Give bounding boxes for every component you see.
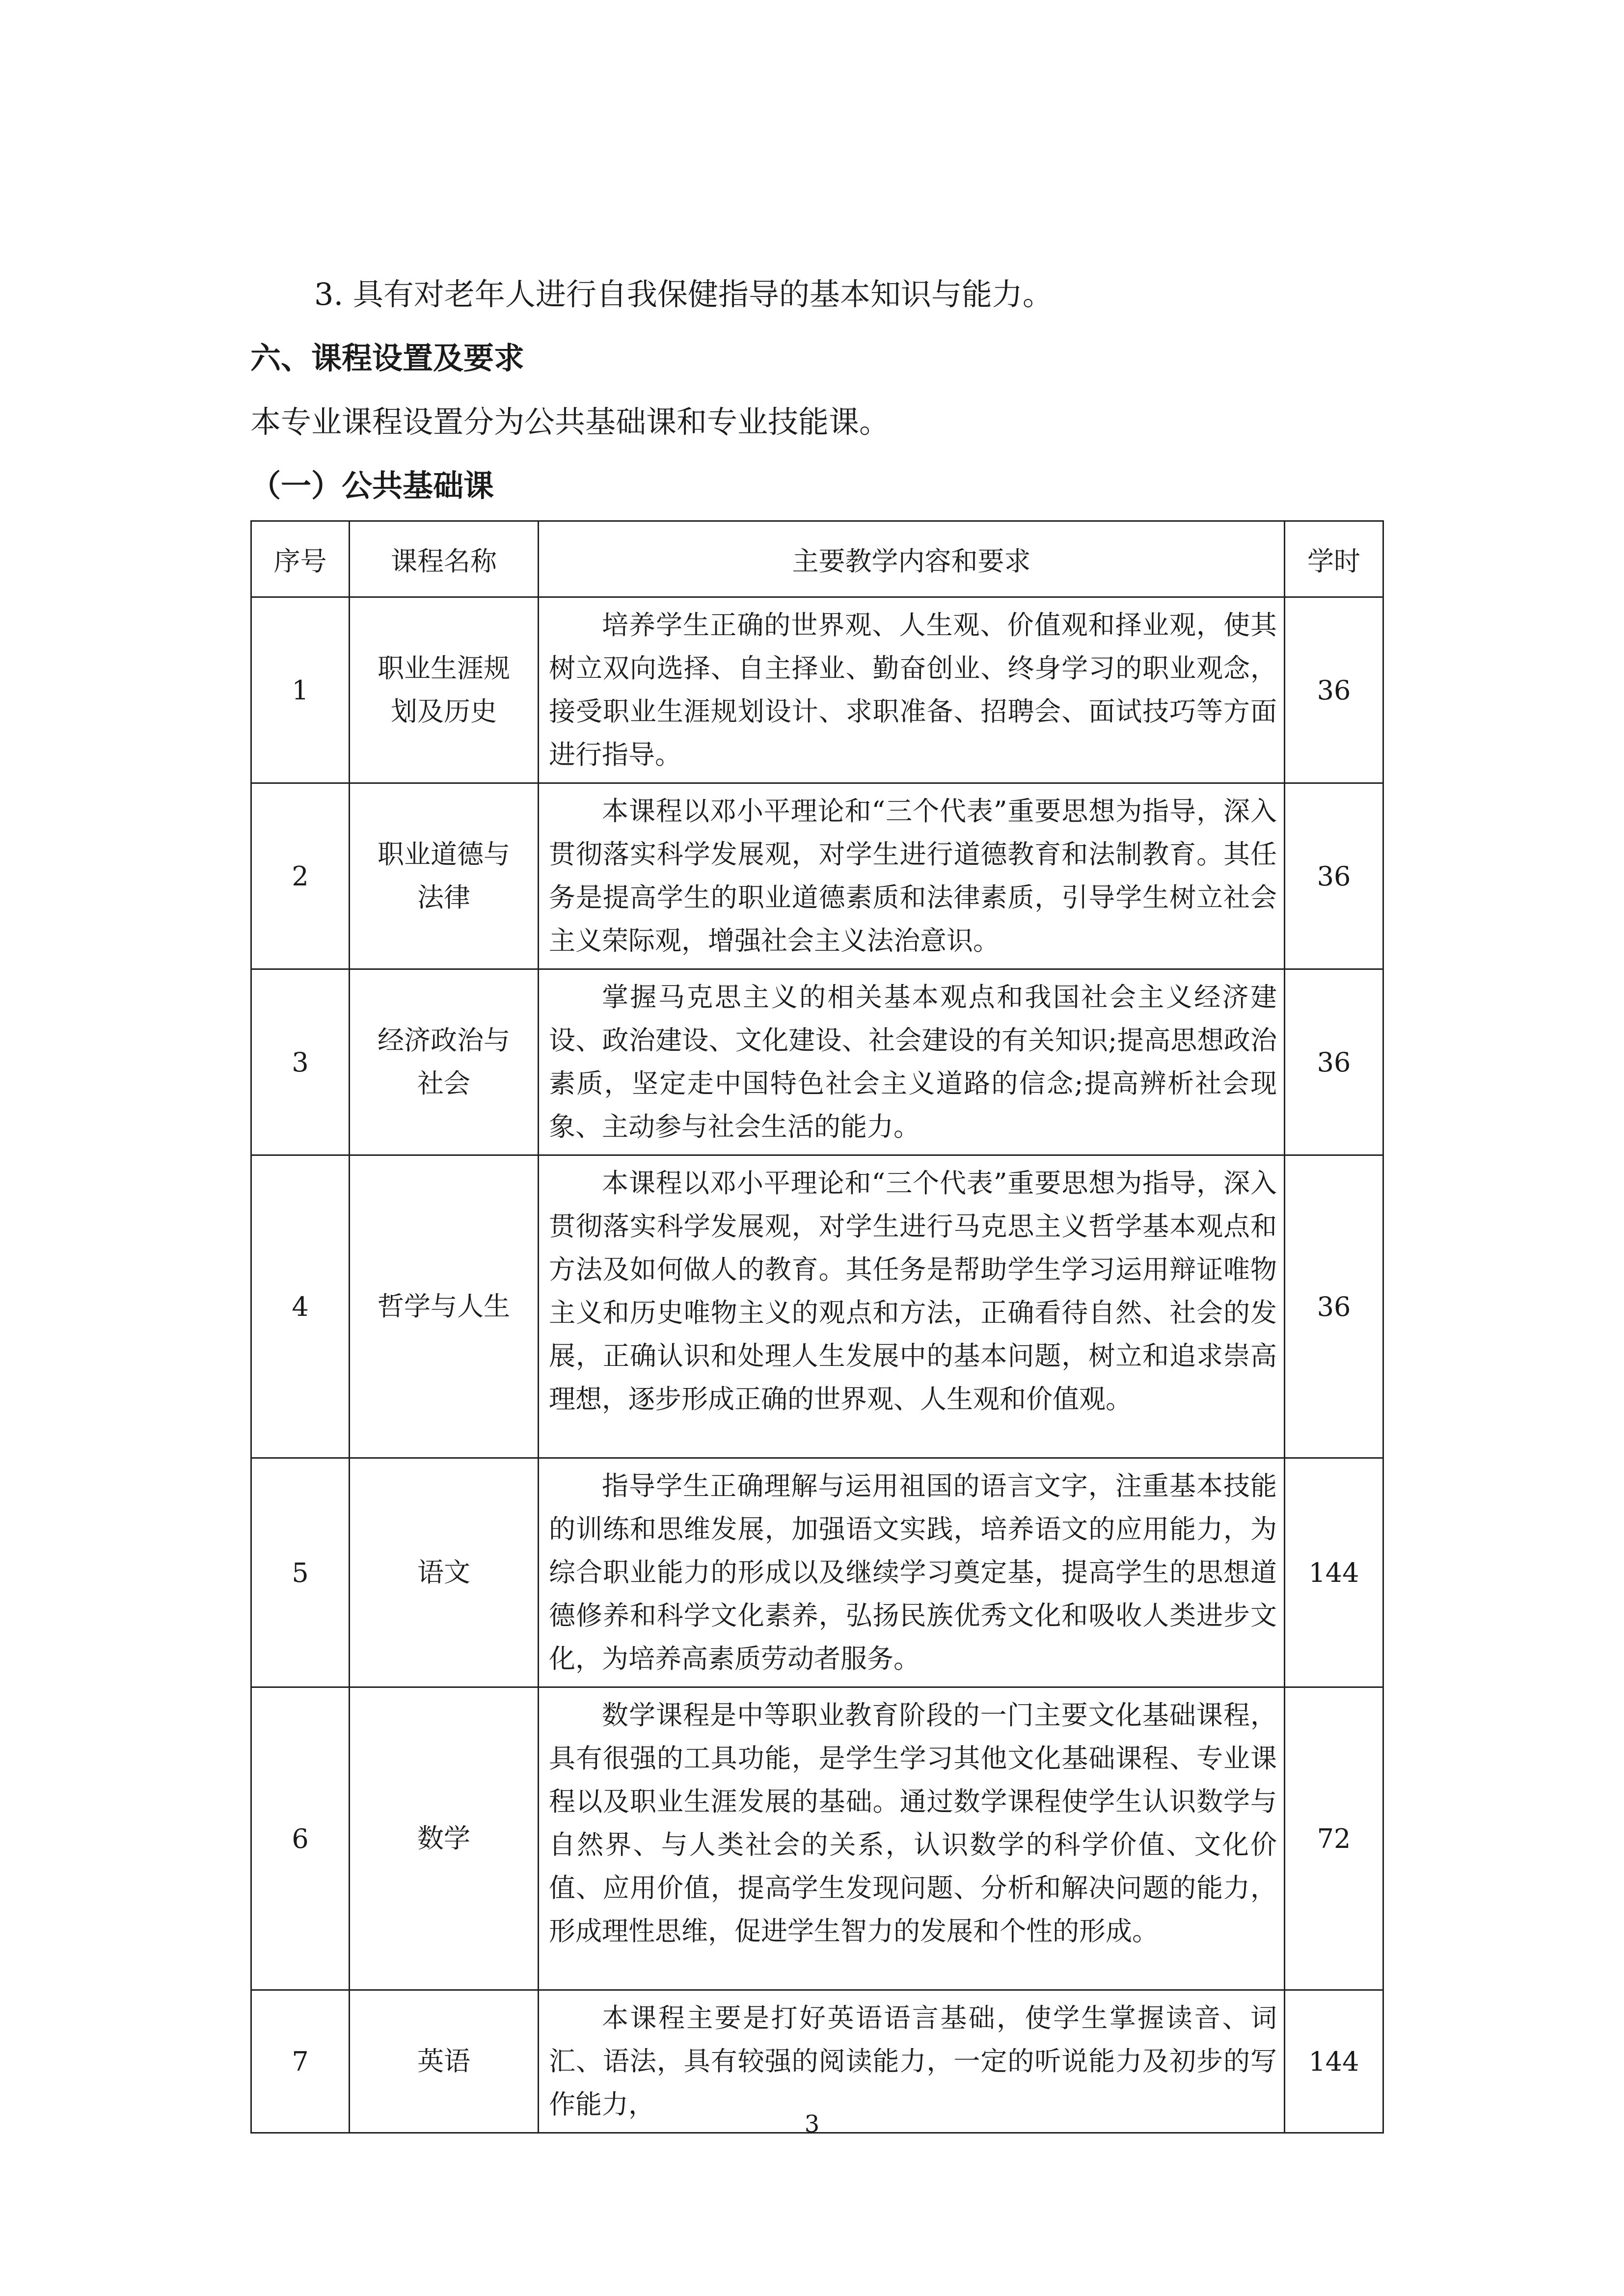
row-hours: 144 [1285,1458,1383,1687]
table-row [251,597,1383,783]
row-content: 数学课程是中等职业教育阶段的一门主要文化基础课程，具有很强的工具功能，是学生学习其他文化基础课程、专业课程以及职业生涯发展的基础。通过数学课程使学生认识数学与自然界、与人类社会的关系，认识数学的科学价值、文化价值、应用价值，提高学生发现问题、分析和解决问题的能力，形成理性思维，促进学生智力的发展和个性的形成。 [539,1687,1285,1990]
row-content: 培养学生正确的世界观、人生观、价值观和择业观，使其树立双向选择、自主择业、勤奋创业、终身学习的职业观念，接受职业生涯规划设计、求职准备、招聘会、面试技巧等方面进行指导。 [539,597,1285,783]
row-course-name: 职业道德与法律 [350,783,539,969]
row-content: 指导学生正确理解与运用祖国的语言文字，注重基本技能的训练和思维发展，加强语文实践，培养语文的应用能力，为综合职业能力的形成以及继续学习奠定基，提高学生的思想道德修养和科学文化素养，弘扬民族优秀文化和吸收人类进步文化，为培养高素质劳动者服务。 [539,1458,1285,1687]
row-no: 6 [251,1687,350,1990]
ability-item-3: 3. 具有对老年人进行自我保健指导的基本知识与能力。 [314,276,1053,312]
row-course-name: 数学 [350,1687,539,1990]
row-content: 掌握马克思主义的相关基本观点和我国社会主义经济建设、政治建设、文化建设、社会建设的有关知识;提高思想政治素质，坚定走中国特色社会主义道路的信念;提高辨析社会现象、主动参与社会生活的能力。 [539,969,1285,1155]
table-row [251,1458,1383,1687]
header-no: 序号 [251,521,350,597]
table-row [251,783,1383,969]
row-no: 5 [251,1458,350,1687]
row-course-name: 哲学与人生 [350,1155,539,1458]
table-row [251,1155,1383,1458]
row-no: 7 [251,1990,350,2133]
row-course-name: 经济政治与社会 [350,969,539,1155]
table-row [251,969,1383,1155]
section-title: 六、课程设置及要求 [250,340,525,376]
table-header-row [251,521,1383,597]
row-hours: 72 [1285,1687,1383,1990]
row-hours: 144 [1285,1990,1383,2133]
subsection-title: （一）公共基础课 [250,468,494,504]
row-course-name: 英语 [350,1990,539,2133]
section-intro-paragraph: 本专业课程设置分为公共基础课和专业技能课。 [250,404,890,440]
table-row [251,1687,1383,1990]
row-hours: 36 [1285,1155,1383,1458]
row-content: 本课程以邓小平理论和“三个代表”重要思想为指导，深入贯彻落实科学发展观，对学生进行马克思主义哲学基本观点和方法及如何做人的教育。其任务是帮助学生学习运用辩证唯物主义和历史唯物主义的观点和方法，正确看待自然、社会的发展，正确认识和处理人生发展中的基本问题，树立和追求崇高理想，逐步形成正确的世界观、人生观和价值观。 [539,1155,1285,1458]
row-no: 3 [251,969,350,1155]
row-hours: 36 [1285,783,1383,969]
row-no: 2 [251,783,350,969]
row-hours: 36 [1285,969,1383,1155]
row-content: 本课程以邓小平理论和“三个代表”重要思想为指导，深入贯彻落实科学发展观，对学生进行道德教育和法制教育。其任务是提高学生的职业道德素质和法律素质，引导学生树立社会主义荣际观，增强社会主义法治意识。 [539,783,1285,969]
row-course-name: 语文 [350,1458,539,1687]
header-hours: 学时 [1285,521,1383,597]
row-course-name: 职业生涯规划及历史 [350,597,539,783]
row-hours: 36 [1285,597,1383,783]
row-content: 本课程主要是打好英语语言基础，使学生掌握读音、词汇、语法，具有较强的阅读能力，一定的听说能力及初步的写作能力， [539,1990,1285,2133]
course-table [250,520,1384,2134]
row-no: 4 [251,1155,350,1458]
header-content: 主要教学内容和要求 [539,521,1285,597]
header-course-name: 课程名称 [350,521,539,597]
page-number: 3 [804,2110,820,2138]
row-no: 1 [251,597,350,783]
